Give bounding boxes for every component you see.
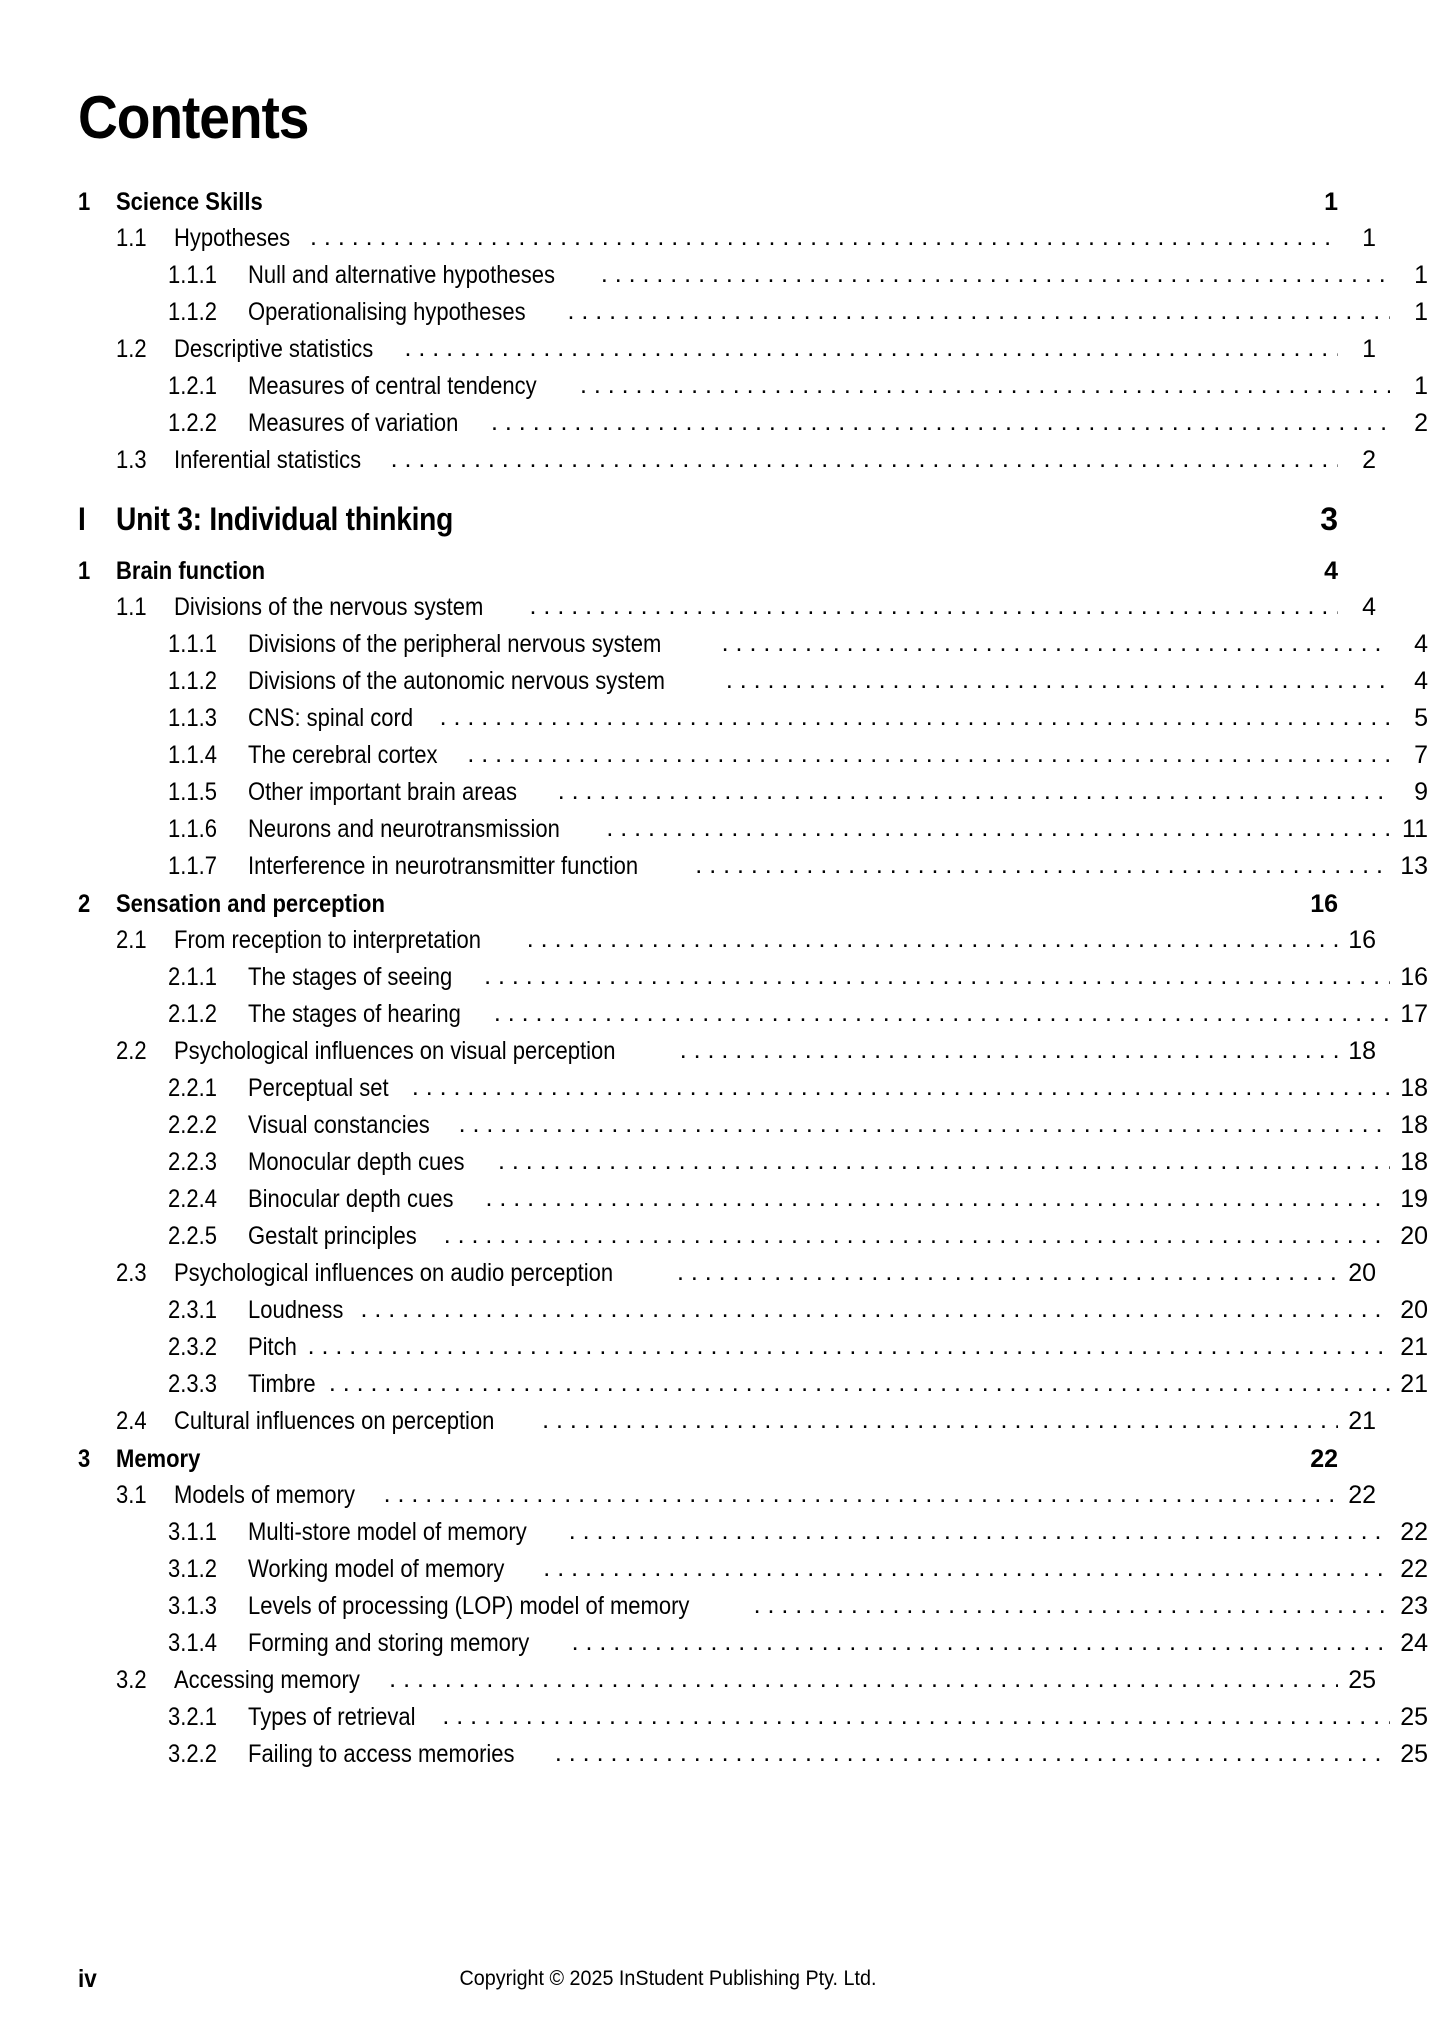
toc-dot-leader — [695, 853, 1390, 878]
toc-entry-page-number: 4 — [1324, 557, 1338, 585]
toc-entry-page-number: 5 — [1414, 704, 1428, 732]
toc-entry-title: Levels of processing (LOP) model of memory — [248, 1592, 690, 1620]
toc-entry-page-number: 2 — [1414, 409, 1428, 437]
toc-dot-leader — [494, 1001, 1390, 1026]
toc-entry-number: 2.2.3 — [168, 1148, 217, 1176]
toc-entry-page-number: 16 — [1310, 890, 1338, 918]
toc-dot-leader — [580, 373, 1390, 398]
toc-entry-title: Divisions of the nervous system — [174, 593, 484, 621]
toc-entry-number: 1.1.2 — [168, 298, 217, 326]
toc-entry-number: 1.1.5 — [168, 778, 217, 806]
toc-entry-sub[interactable] — [78, 1076, 1428, 1101]
toc-dot-leader — [459, 1112, 1390, 1137]
toc-entry-page-number: 20 — [1348, 1259, 1376, 1287]
toc-entry-title: Psychological influences on audio perception — [174, 1259, 614, 1287]
toc-list — [78, 188, 1428, 1768]
toc-entry-page-number: 21 — [1400, 1370, 1428, 1398]
toc-entry-section[interactable] — [78, 1261, 1376, 1286]
toc-entry-page-number: 17 — [1400, 1000, 1428, 1028]
toc-entry-title: Pitch — [248, 1333, 297, 1361]
toc-dot-leader — [527, 927, 1338, 952]
toc-entry-sub[interactable] — [78, 780, 1428, 805]
toc-entry-title: Divisions of the peripheral nervous system — [248, 630, 662, 658]
toc-entry-sub[interactable] — [78, 817, 1428, 842]
toc-entry-sub[interactable] — [78, 411, 1428, 436]
toc-entry-page-number: 1 — [1324, 188, 1338, 216]
toc-entry-number: 3.1.1 — [168, 1518, 217, 1546]
toc-entry-sub[interactable] — [78, 1557, 1428, 1582]
toc-entry-title: Neurons and neurotransmission — [248, 815, 560, 843]
toc-entry-title: CNS: spinal cord — [248, 704, 414, 732]
toc-entry-title: Visual constancies — [248, 1111, 430, 1139]
toc-entry-number: 3.2.1 — [168, 1703, 217, 1731]
toc-entry-number: 2.4 — [116, 1407, 147, 1435]
toc-entry-sub[interactable] — [78, 1594, 1428, 1619]
toc-entry-title: Descriptive statistics — [174, 335, 374, 363]
toc-entry-title: Timbre — [248, 1370, 316, 1398]
toc-entry-number: 2.2.2 — [168, 1111, 217, 1139]
toc-entry-title: Interference in neurotransmitter function — [248, 852, 639, 880]
footer-page-number: iv — [78, 1965, 97, 1993]
toc-entry-page-number: 13 — [1400, 852, 1428, 880]
toc-entry-title: Null and alternative hypotheses — [248, 261, 555, 289]
toc-entry-page-number: 22 — [1348, 1481, 1376, 1509]
toc-dot-leader — [567, 299, 1390, 324]
toc-dot-leader — [444, 1223, 1390, 1248]
toc-entry-page-number: 25 — [1348, 1666, 1376, 1694]
toc-dot-leader — [389, 1667, 1338, 1692]
toc-entry-number: 3.1.3 — [168, 1592, 217, 1620]
toc-dot-leader — [498, 1149, 1390, 1174]
toc-entry-sub[interactable] — [78, 1742, 1428, 1767]
toc-dot-leader — [680, 1038, 1338, 1063]
toc-entry-page-number: 9 — [1414, 778, 1428, 806]
toc-entry-number: 1.1.6 — [168, 815, 217, 843]
toc-entry-section[interactable] — [78, 1668, 1376, 1693]
toc-entry-number: 2 — [78, 890, 91, 918]
toc-entry-number: 2.3.2 — [168, 1333, 217, 1361]
toc-dot-leader — [412, 1075, 1390, 1100]
toc-entry-number: 2.3.3 — [168, 1370, 217, 1398]
toc-entry-sub[interactable] — [78, 1372, 1428, 1397]
toc-entry-sub[interactable] — [78, 1298, 1428, 1323]
toc-entry-sub[interactable] — [78, 965, 1428, 990]
toc-entry-page-number: 11 — [1402, 815, 1428, 843]
toc-entry-page-number: 21 — [1348, 1407, 1376, 1435]
toc-entry-title: Psychological influences on visual perception — [174, 1037, 616, 1065]
toc-entry-title: Models of memory — [174, 1481, 355, 1509]
toc-entry-section[interactable] — [78, 1039, 1376, 1064]
toc-dot-leader — [329, 1371, 1390, 1396]
toc-entry-page-number: 18 — [1348, 1037, 1376, 1065]
toc-entry-number: 3 — [78, 1445, 91, 1473]
toc-entry-number: I — [78, 501, 86, 537]
toc-entry-page-number: 16 — [1400, 963, 1428, 991]
toc-entry-chapter[interactable] — [78, 190, 1338, 215]
toc-entry-title: Loudness — [248, 1296, 344, 1324]
toc-entry-number: 1.1 — [116, 593, 147, 621]
toc-entry-title: Inferential statistics — [174, 446, 362, 474]
toc-entry-number: 1 — [78, 188, 91, 216]
toc-dot-leader — [491, 410, 1390, 435]
toc-entry-number: 1.1.7 — [168, 852, 217, 880]
toc-entry-page-number: 25 — [1400, 1740, 1428, 1768]
toc-entry-sub[interactable] — [78, 263, 1428, 288]
toc-entry-title: Other important brain areas — [248, 778, 518, 806]
toc-entry-title: Forming and storing memory — [248, 1629, 530, 1657]
toc-dot-leader — [572, 1630, 1390, 1655]
toc-entry-sub[interactable] — [78, 1705, 1428, 1730]
toc-entry-section[interactable] — [78, 1483, 1376, 1508]
toc-entry-title: Sensation and perception — [116, 890, 385, 918]
toc-entry-section[interactable] — [78, 1409, 1376, 1434]
toc-dot-leader — [726, 668, 1390, 693]
toc-entry-page-number: 4 — [1414, 667, 1428, 695]
toc-dot-leader — [543, 1556, 1390, 1581]
toc-entry-chapter[interactable] — [78, 892, 1338, 917]
toc-entry-title: Measures of central tendency — [248, 372, 537, 400]
toc-entry-title: Perceptual set — [248, 1074, 389, 1102]
toc-entry-page-number: 18 — [1400, 1148, 1428, 1176]
toc-dot-leader — [722, 631, 1390, 656]
toc-entry-page-number: 24 — [1400, 1629, 1428, 1657]
toc-entry-page-number: 21 — [1400, 1333, 1428, 1361]
toc-entry-title: Working model of memory — [248, 1555, 505, 1583]
toc-entry-number: 1.2 — [116, 335, 147, 363]
toc-entry-title: Cultural influences on perception — [174, 1407, 495, 1435]
footer-copyright: Copyright © 2025 InStudent Publishing Pty. Ltd. — [459, 1967, 877, 1990]
toc-entry-page-number: 7 — [1414, 741, 1428, 769]
toc-entry-title: Operationalising hypotheses — [248, 298, 526, 326]
toc-dot-leader — [467, 742, 1390, 767]
toc-entry-page-number: 20 — [1400, 1222, 1428, 1250]
toc-dot-leader — [485, 1186, 1390, 1211]
toc-entry-title: Multi-store model of memory — [248, 1518, 527, 1546]
toc-dot-leader — [677, 1260, 1338, 1285]
toc-entry-sub[interactable] — [78, 1113, 1428, 1138]
toc-entry-number: 2.2.4 — [168, 1185, 217, 1213]
toc-dot-leader — [530, 594, 1338, 619]
toc-dot-leader — [440, 705, 1390, 730]
toc-entry-sub[interactable] — [78, 1520, 1428, 1545]
toc-entry-sub[interactable] — [78, 706, 1428, 731]
toc-entry-title: The stages of seeing — [248, 963, 453, 991]
toc-dot-leader — [360, 1297, 1390, 1322]
toc-entry-sub[interactable] — [78, 300, 1428, 325]
toc-entry-title: Monocular depth cues — [248, 1148, 465, 1176]
toc-entry-number: 3.2 — [116, 1666, 147, 1694]
toc-entry-page-number: 18 — [1400, 1074, 1428, 1102]
toc-entry-title: Hypotheses — [174, 224, 291, 252]
toc-entry-page-number: 1 — [1414, 298, 1428, 326]
toc-entry-page-number: 1 — [1414, 261, 1428, 289]
toc-entry-chapter[interactable] — [78, 1447, 1338, 1472]
toc-entry-title: Unit 3: Individual thinking — [116, 501, 454, 537]
toc-entry-number: 3.1 — [116, 1481, 147, 1509]
toc-entry-number: 1.2.2 — [168, 409, 217, 437]
toc-dot-leader — [606, 816, 1390, 841]
toc-entry-number: 2.2.1 — [168, 1074, 217, 1102]
toc-entry-page-number: 4 — [1362, 593, 1376, 621]
toc-dot-leader — [404, 336, 1338, 361]
toc-entry-sub[interactable] — [78, 1150, 1428, 1175]
toc-entry-number: 2.1.2 — [168, 1000, 217, 1028]
toc-content-area — [78, 84, 1428, 1779]
toc-entry-number: 1.1 — [116, 224, 147, 252]
toc-entry-number: 1.1.3 — [168, 704, 217, 732]
toc-entry-part[interactable] — [78, 503, 1338, 535]
toc-dot-leader — [384, 1482, 1338, 1507]
toc-entry-number: 2.3.1 — [168, 1296, 217, 1324]
toc-dot-leader — [558, 779, 1390, 804]
toc-entry-title: Brain function — [116, 557, 266, 585]
toc-entry-section[interactable] — [78, 337, 1376, 362]
toc-entry-sub[interactable] — [78, 632, 1428, 657]
toc-entry-page-number: 22 — [1400, 1555, 1428, 1583]
toc-entry-chapter[interactable] — [78, 559, 1338, 584]
toc-entry-number: 3.1.4 — [168, 1629, 217, 1657]
toc-dot-leader — [555, 1741, 1390, 1766]
toc-dot-leader — [442, 1704, 1390, 1729]
toc-entry-number: 3.1.2 — [168, 1555, 217, 1583]
toc-entry-number: 2.2.5 — [168, 1222, 217, 1250]
toc-entry-page-number: 18 — [1400, 1111, 1428, 1139]
toc-entry-number: 1.1.4 — [168, 741, 217, 769]
toc-entry-number: 2.2 — [116, 1037, 147, 1065]
toc-entry-number: 1.2.1 — [168, 372, 217, 400]
toc-entry-title: Memory — [116, 1445, 201, 1473]
toc-entry-title: The stages of hearing — [248, 1000, 461, 1028]
toc-entry-sub[interactable] — [78, 1224, 1428, 1249]
toc-entry-title: Binocular depth cues — [248, 1185, 454, 1213]
toc-dot-leader — [484, 964, 1390, 989]
toc-entry-sub[interactable] — [78, 1002, 1428, 1027]
toc-entry-sub[interactable] — [78, 854, 1428, 879]
toc-entry-sub[interactable] — [78, 1187, 1428, 1212]
toc-entry-title: The cerebral cortex — [248, 741, 438, 769]
toc-entry-page-number: 22 — [1310, 1445, 1338, 1473]
toc-entry-title: Gestalt principles — [248, 1222, 417, 1250]
toc-dot-leader — [391, 447, 1338, 472]
toc-entry-title: Measures of variation — [248, 409, 459, 437]
toc-dot-leader — [754, 1593, 1390, 1618]
toc-entry-page-number: 4 — [1414, 630, 1428, 658]
toc-entry-page-number: 23 — [1400, 1592, 1428, 1620]
page-footer — [78, 1965, 1338, 1995]
toc-dot-leader — [569, 1519, 1390, 1544]
toc-entry-title: Divisions of the autonomic nervous system — [248, 667, 665, 695]
toc-entry-page-number: 1 — [1414, 372, 1428, 400]
toc-entry-page-number: 2 — [1362, 446, 1376, 474]
toc-entry-section[interactable] — [78, 595, 1376, 620]
toc-entry-page-number: 1 — [1362, 335, 1376, 363]
toc-entry-sub[interactable] — [78, 1335, 1428, 1360]
toc-entry-page-number: 16 — [1348, 926, 1376, 954]
toc-entry-title: Types of retrieval — [248, 1703, 416, 1731]
toc-entry-number: 1.1.2 — [168, 667, 217, 695]
toc-entry-title: From reception to interpretation — [174, 926, 481, 954]
toc-entry-number: 2.1 — [116, 926, 147, 954]
toc-entry-page-number: 25 — [1400, 1703, 1428, 1731]
toc-entry-sub[interactable] — [78, 743, 1428, 768]
toc-entry-page-number: 22 — [1400, 1518, 1428, 1546]
toc-entry-sub[interactable] — [78, 374, 1428, 399]
toc-entry-section[interactable] — [78, 928, 1376, 953]
toc-entry-section[interactable] — [78, 226, 1376, 251]
toc-entry-sub[interactable] — [78, 1631, 1428, 1656]
toc-entry-page-number: 1 — [1362, 224, 1376, 252]
toc-dot-leader — [601, 262, 1390, 287]
toc-entry-page-number: 19 — [1400, 1185, 1428, 1213]
toc-entry-title: Science Skills — [116, 188, 263, 216]
toc-entry-section[interactable] — [78, 448, 1376, 473]
toc-entry-number: 2.3 — [116, 1259, 147, 1287]
toc-entry-page-number: 20 — [1400, 1296, 1428, 1324]
toc-entry-title: Accessing memory — [174, 1666, 360, 1694]
toc-entry-sub[interactable] — [78, 669, 1428, 694]
toc-entry-number: 3.2.2 — [168, 1740, 217, 1768]
toc-dot-leader — [308, 1334, 1390, 1359]
toc-entry-number: 1.1.1 — [168, 630, 217, 658]
toc-entry-number: 2.1.1 — [168, 963, 217, 991]
toc-entry-page-number: 3 — [1320, 501, 1338, 537]
toc-entry-number: 1.1.1 — [168, 261, 217, 289]
page-title: Contents — [78, 84, 309, 151]
toc-entry-number: 1.3 — [116, 446, 147, 474]
toc-dot-leader — [310, 225, 1338, 250]
toc-entry-title: Failing to access memories — [248, 1740, 515, 1768]
toc-dot-leader — [542, 1408, 1338, 1433]
toc-entry-number: 1 — [78, 557, 91, 585]
